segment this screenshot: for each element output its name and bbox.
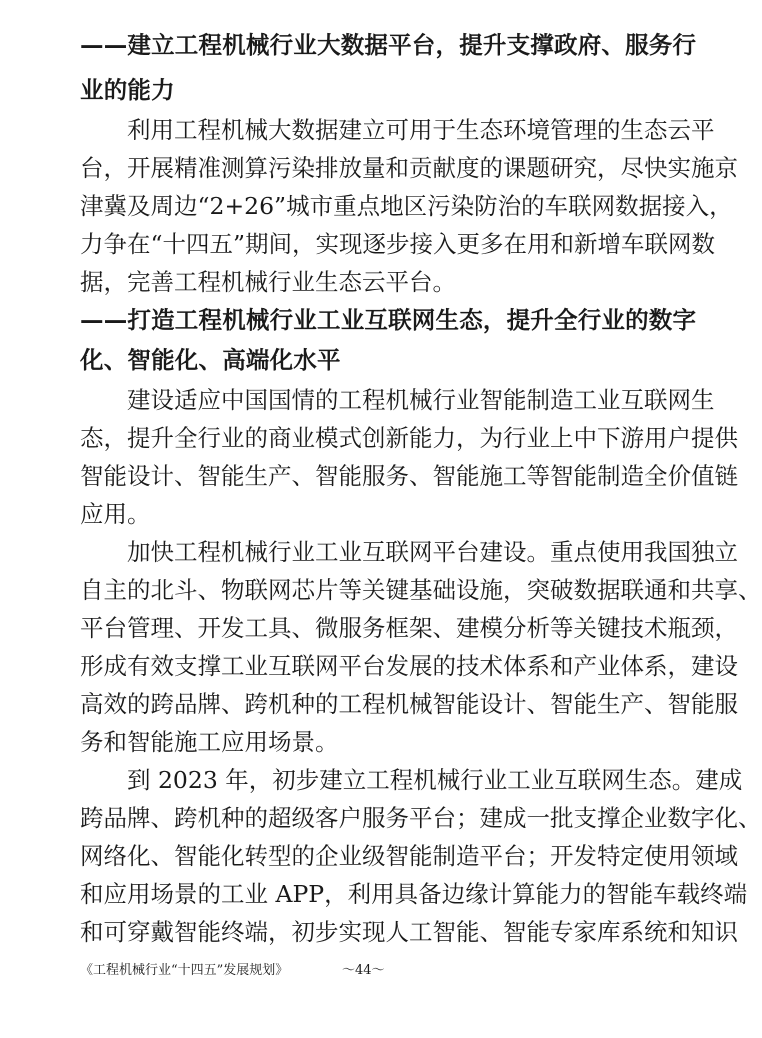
paragraph-line: 台，开展精准测算污染排放量和贡献度的课题研究，尽快实施京 — [80, 154, 738, 182]
paragraph-line: 利用工程机械大数据建立可用于生态环境管理的生态云平 — [80, 116, 715, 144]
paragraph-line: 加快工程机械行业工业互联网平台建设。重点使用我国独立 — [80, 538, 738, 566]
section-heading-line: 业的能力 — [80, 76, 175, 104]
paragraph-line: 智能设计、智能生产、智能服务、智能施工等智能制造全价值链 — [80, 462, 738, 490]
paragraph-line: 和应用场景的工业 APP，利用具备边缘计算能力的智能车载终端 — [80, 880, 748, 908]
paragraph-line: 和可穿戴智能终端，初步实现人工智能、智能专家库系统和知识 — [80, 918, 738, 946]
paragraph-line: 高效的跨品牌、跨机种的工程机械智能设计、智能生产、智能服 — [80, 690, 738, 718]
section-heading-line: ——打造工程机械行业工业互联网生态，提升全行业的数字 — [80, 306, 697, 334]
paragraph-line: 跨品牌、跨机种的超级客户服务平台；建成一批支撑企业数字化、 — [80, 804, 762, 832]
paragraph-line: 形成有效支撑工业互联网平台发展的技术体系和产业体系，建设 — [80, 652, 738, 680]
paragraph-line: 态，提升全行业的商业模式创新能力，为行业上中下游用户提供 — [80, 424, 738, 452]
paragraph-line: 平台管理、开发工具、微服务框架、建模分析等关键技术瓶颈， — [80, 614, 738, 642]
paragraph-line: 津冀及周边“2+26”城市重点地区污染防治的车联网数据接入， — [80, 192, 733, 220]
section-heading-line: ——建立工程机械行业大数据平台，提升支撑政府、服务行 — [80, 31, 697, 59]
footer-document-title: 《工程机械行业“十四五”发展规划》 — [80, 963, 289, 978]
paragraph-line: 自主的北斗、物联网芯片等关键基础设施，突破数据联通和共享、 — [80, 576, 762, 604]
paragraph-line: 据，完善工程机械行业生态云平台。 — [80, 268, 456, 296]
section-heading-line: 化、智能化、高端化水平 — [80, 346, 341, 374]
paragraph-line: 力争在“十四五”期间，实现逐步接入更多在用和新增车联网数 — [80, 230, 716, 258]
footer-page-number: ～44～ — [342, 963, 385, 978]
paragraph-line: 务和智能施工应用场景。 — [80, 728, 339, 756]
paragraph-line: 建设适应中国国情的工程机械行业智能制造工业互联网生 — [80, 386, 715, 414]
paragraph-line: 应用。 — [80, 500, 151, 528]
paragraph-line: 网络化、智能化转型的企业级智能制造平台；开发特定使用领域 — [80, 842, 738, 870]
paragraph-line: 到 2023 年，初步建立工程机械行业工业互联网生态。建成 — [80, 766, 743, 794]
